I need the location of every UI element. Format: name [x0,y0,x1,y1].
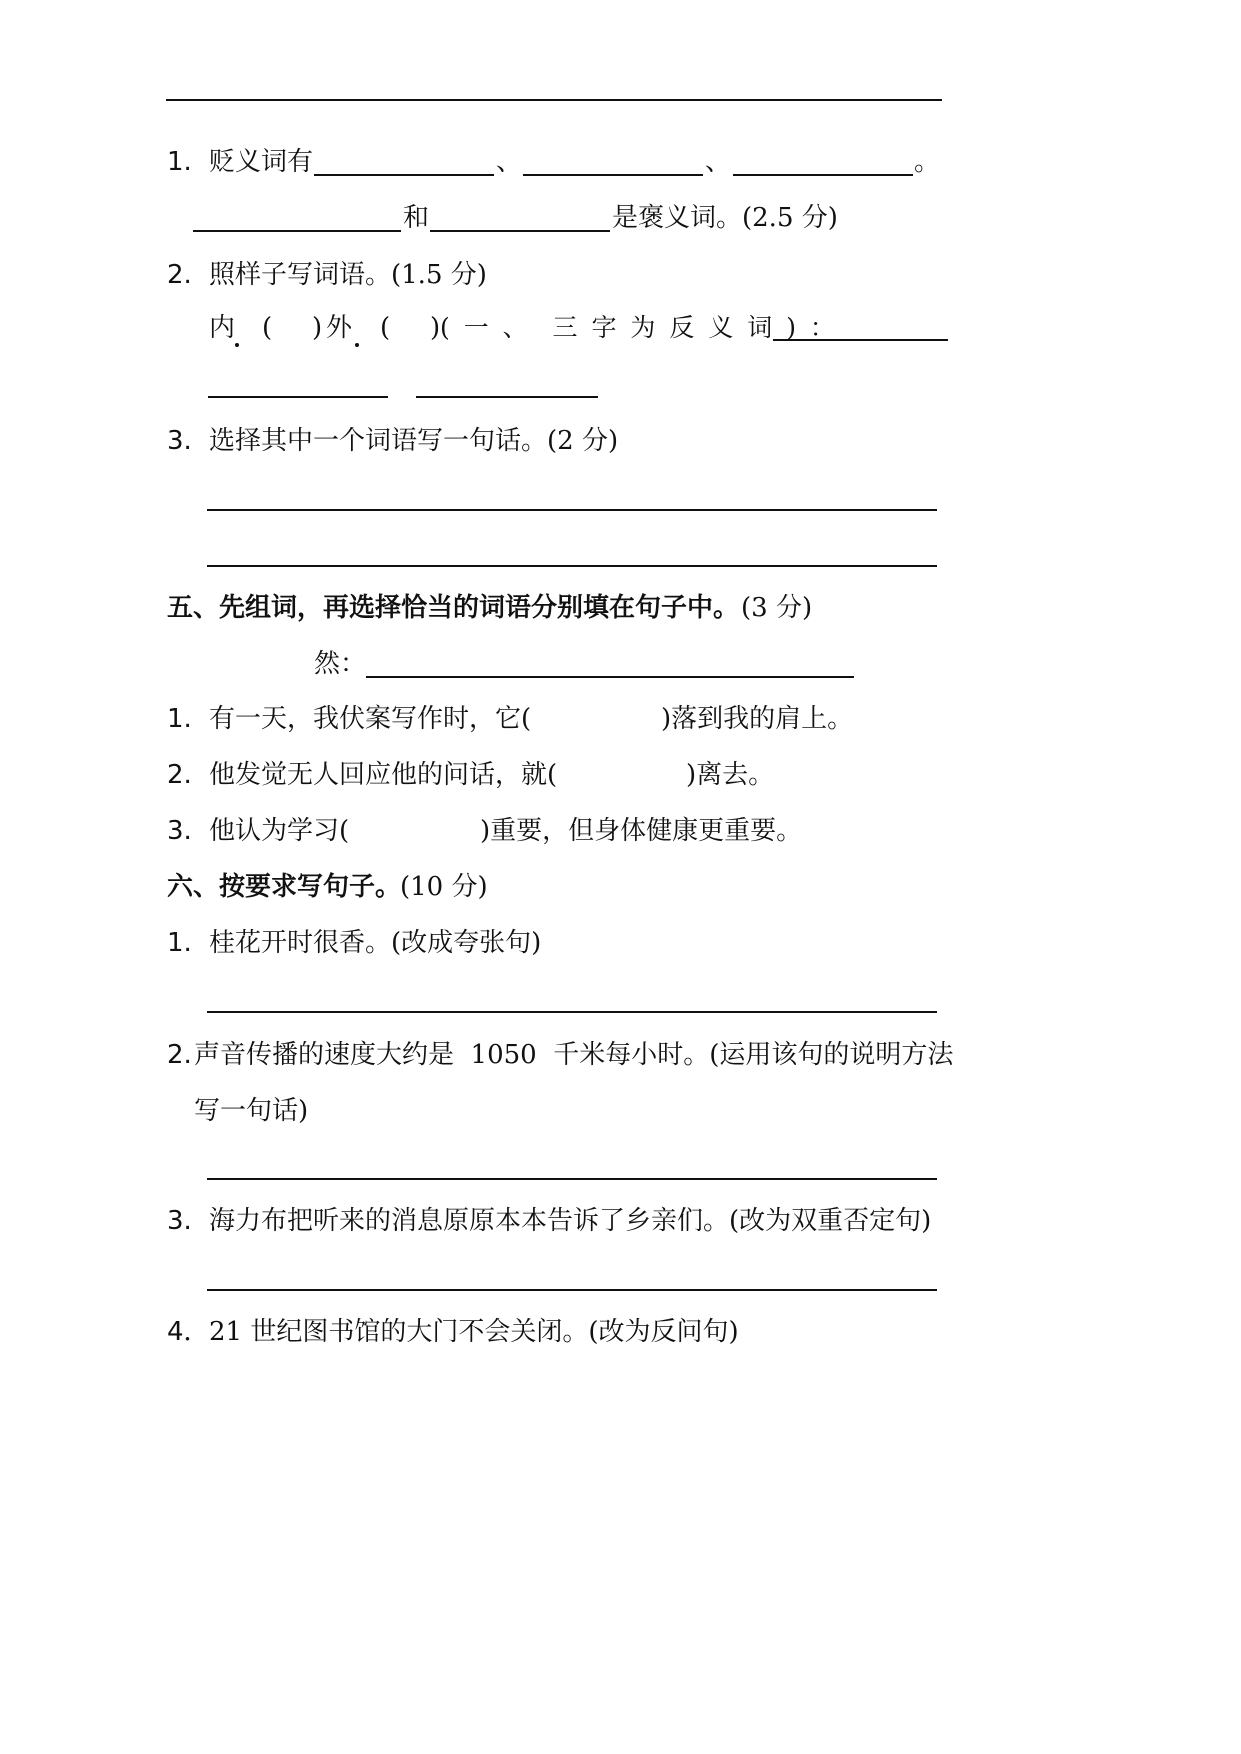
q2-text: 照样子写词语。(1.5 分) [209,260,487,290]
q1-number: 1. [167,147,192,177]
s5-item3-number: 3. [167,816,192,846]
s5-item3-before: 他认为学习( [209,816,350,846]
q1-blank-5[interactable] [430,230,610,232]
s6-item1-number: 1. [167,928,192,958]
q2-blank-1[interactable] [773,339,948,341]
s6-item3-number: 3. [167,1206,192,1236]
q3-text: 选择其中一个词语写一句话。(2 分) [209,426,619,456]
s6-item1-text: 桂花开时很香。(改成夸张句) [209,928,542,958]
q1-and: 和 [403,203,430,233]
q3-answer-line-2[interactable] [207,565,937,567]
s6-item2-answer-line[interactable] [207,1178,937,1180]
emphasis-dot-a [235,343,239,347]
s5-item2-number: 2. [167,760,192,790]
q1-blank-4[interactable] [193,230,401,232]
section5-word-blank[interactable] [366,676,854,678]
q1-blank-1[interactable] [314,174,494,176]
s5-item2-after: )离去。 [686,760,775,790]
q1-blank-2[interactable] [523,174,703,176]
q2-note: ( 一 、 三 字 为 反 义 词 ) ： [440,313,838,342]
q2-number: 2. [167,260,192,290]
s6-item3-text: 海力布把听来的消息原原本本告诉了乡亲们。(改为双重否定句) [209,1206,932,1236]
emphasis-dot-b [355,343,359,347]
section6-heading: 六、按要求写句子。 [167,872,402,902]
q2-paren-open-2: ( [380,313,391,343]
s5-item2-before: 他发觉无人回应他的问话，就( [209,760,558,790]
q2-pattern-a: 内 [209,313,236,343]
s6-item4-text: 21 世纪图书馆的大门不会关闭。(改为反问句) [209,1317,739,1347]
q1-sep-2: 、 [705,147,732,177]
q2-paren-close-2: ) [430,313,441,343]
s5-item1-after: )落到我的肩上。 [661,704,854,734]
s5-item1-before: 有一天，我伏案写作时，它( [209,704,532,734]
q1-blank-3[interactable] [733,174,913,176]
section5-score: (3 分) [741,593,813,623]
s6-item2-number: 2. [167,1040,192,1070]
q3-answer-line-1[interactable] [207,509,937,511]
s5-item1-number: 1. [167,704,192,734]
q1-line2-end: 是褒义词。(2.5 分) [612,203,838,233]
q2-blank-3[interactable] [416,396,598,398]
s6-item4-number: 4． [167,1317,210,1347]
q2-blank-2[interactable] [208,396,388,398]
q2-pattern-b: 外 [326,313,353,343]
q2-paren-close-1: ) [312,313,323,343]
q1-end: 。 [914,147,941,177]
q2-paren-open-1: ( [262,313,273,343]
section5-heading: 五、先组词，再选择恰当的词语分别填在句子中。 [167,593,740,623]
section5-char-label: 然： [314,649,367,679]
section6-score: (10 分) [400,872,488,902]
q3-number: 3. [167,426,192,456]
s6-item2-text-cont: 写一句话) [194,1096,309,1126]
top-rule [166,99,942,101]
s5-item3-after: )重要，但身体健康更重要。 [480,816,803,846]
s6-item1-answer-line[interactable] [207,1011,937,1013]
s6-item3-answer-line[interactable] [207,1289,937,1291]
s6-item2-text: 声音传播的速度大约是 1050 千米每小时。(运用该句的说明方法 [194,1040,954,1070]
q1-text: 贬义词有 [209,147,314,177]
q1-sep-1: 、 [496,147,523,177]
